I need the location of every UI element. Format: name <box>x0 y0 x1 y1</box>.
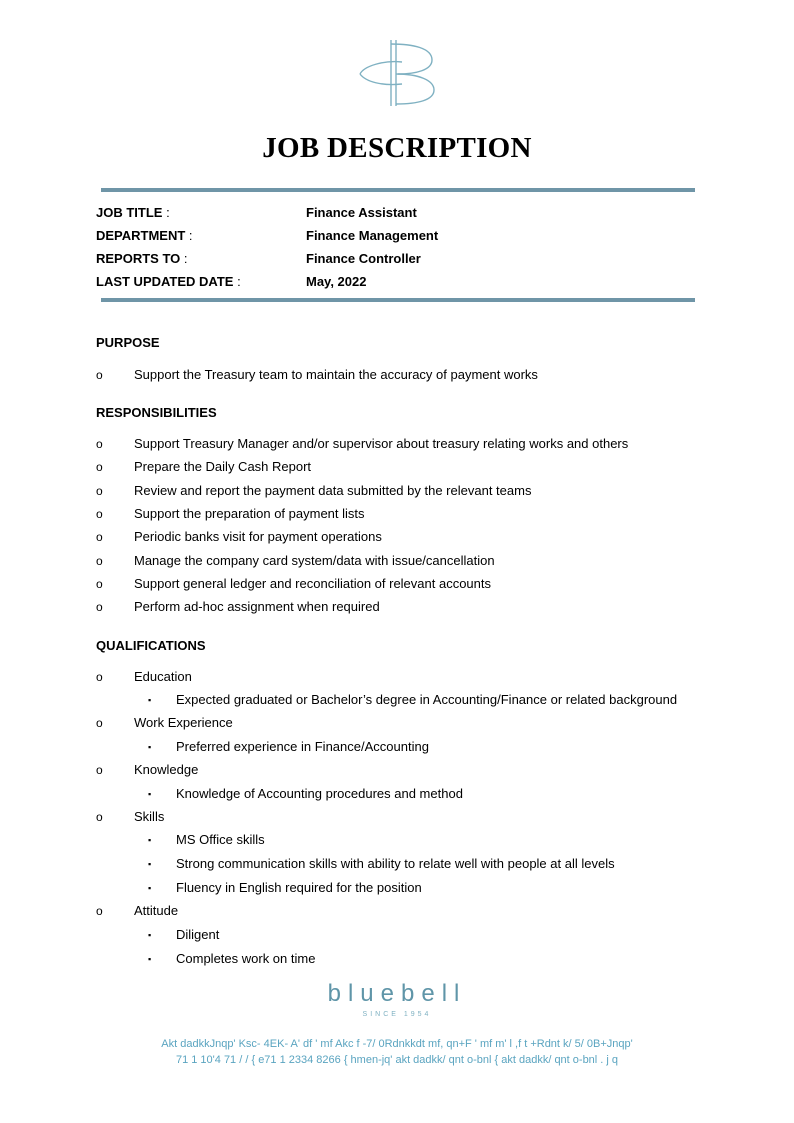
qualifications-heading: QUALIFICATIONS <box>96 638 206 653</box>
info-value: Finance Assistant <box>306 205 417 220</box>
circle-bullet-icon: o <box>96 904 103 918</box>
circle-bullet-icon: o <box>96 600 103 614</box>
circle-bullet-icon: o <box>96 484 103 498</box>
info-label: LAST UPDATED DATE : <box>96 274 241 289</box>
info-label: JOB TITLE : <box>96 205 170 220</box>
info-label: REPORTS TO : <box>96 251 188 266</box>
circle-bullet-icon: o <box>96 810 103 824</box>
circle-bullet-icon: o <box>96 554 103 568</box>
circle-bullet-icon: o <box>96 368 103 382</box>
square-bullet-icon: ▪ <box>148 930 152 940</box>
circle-bullet-icon: o <box>96 670 103 684</box>
square-bullet-icon: ▪ <box>148 695 152 705</box>
responsibilities-heading: RESPONSIBILITIES <box>96 405 217 420</box>
purpose-heading: PURPOSE <box>96 335 160 350</box>
square-bullet-icon: ▪ <box>148 789 152 799</box>
bottom-divider <box>101 298 695 302</box>
circle-bullet-icon: o <box>96 763 103 777</box>
circle-bullet-icon: o <box>96 577 103 591</box>
page-title: JOB DESCRIPTION <box>262 132 532 164</box>
brand-logo: bluebell <box>327 980 467 1007</box>
company-logo-icon <box>358 38 436 108</box>
top-divider <box>101 188 695 192</box>
info-value: Finance Management <box>306 228 439 243</box>
circle-bullet-icon: o <box>96 530 103 544</box>
circle-bullet-icon: o <box>96 437 103 451</box>
circle-bullet-icon: o <box>96 716 103 730</box>
square-bullet-icon: ▪ <box>148 859 152 869</box>
brand-tagline: SINCE 1954 <box>362 1011 432 1018</box>
info-value: Finance Controller <box>306 251 421 266</box>
circle-bullet-icon: o <box>96 507 103 521</box>
footer-contact: 71 1 10'4 71 / / { e71 1 2334 8266 { hmen-jq' akt dadkk/ qnt o-bnl { akt dadkk/ qnt o-bnl . j q <box>175 1054 619 1066</box>
square-bullet-icon: ▪ <box>148 883 152 893</box>
circle-bullet-icon: o <box>96 460 103 474</box>
square-bullet-icon: ▪ <box>148 954 152 964</box>
info-label: DEPARTMENT : <box>96 228 193 243</box>
square-bullet-icon: ▪ <box>148 835 152 845</box>
square-bullet-icon: ▪ <box>148 742 152 752</box>
info-value: May, 2022 <box>306 274 367 289</box>
footer-address: Akt dadkkJnqp' Ksc- 4EK- A' df ' mf Akc f -7/ 0Rdnkkdt mf, qn+F ' mf m' l ,f t +Rdnt k/ 5/ 0B+Jnqp' <box>161 1038 633 1050</box>
